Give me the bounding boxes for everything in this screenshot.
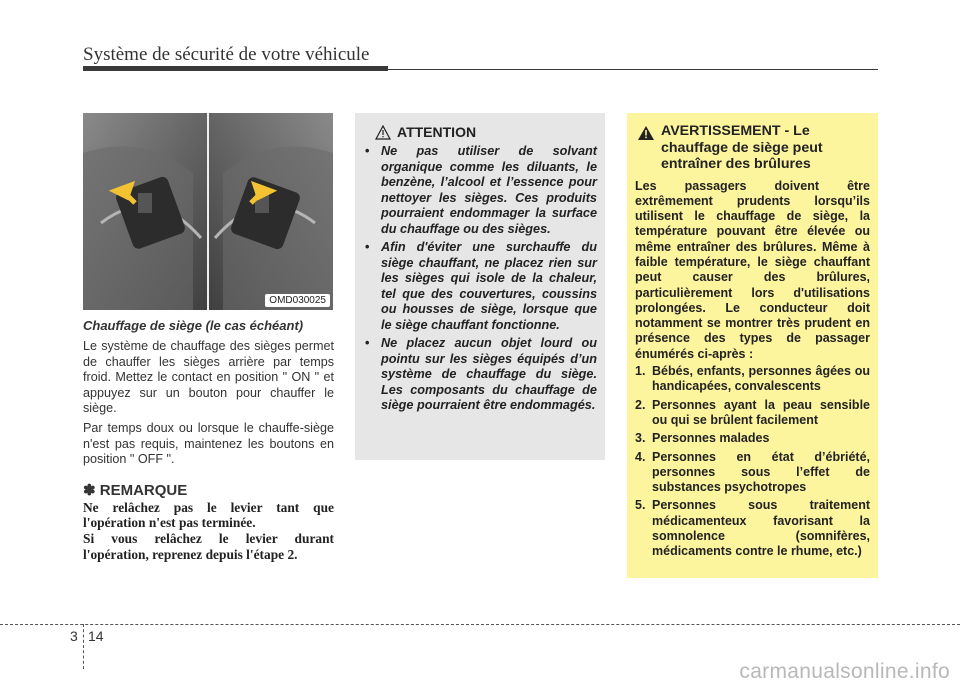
warning-item: 3. Personnes malades <box>635 431 770 446</box>
remark-title: ✽ REMARQUE <box>83 481 188 499</box>
attention-item: • Ne placez aucun objet lourd ou pointu sur les sièges équipés d’un système de chauffage du siège. Les composants du chauffage de siège pourraient être endommagés. <box>365 336 597 412</box>
footer-rule <box>0 624 960 625</box>
attention-item: • Afin d'éviter une surchauffe du siège chauffant, ne placez rien sur les sièges qui isole de la chaleur, tel que des couvertures, coussins ou housses de siège, lorsque que le siège chauffant fonctionne. <box>365 240 597 332</box>
warning-box <box>627 113 878 578</box>
header-rule <box>83 66 388 71</box>
warning-title: AVERTISSEMENT - Le chauffage de siège peut entraîner des brûlures <box>661 123 823 172</box>
warning-item: 5. Personnes sous traitement médicamenteux favorisant la somnolence (somnifères, médicaments contre le rhume, etc.) <box>635 498 870 559</box>
photo-code: OMD030025 <box>265 294 330 307</box>
body-paragraph: Par temps doux ou lorsque le chauffe-siège n'est pas requis, maintenez les boutons en position " OFF ". <box>83 420 334 467</box>
remark-line: Si vous relâchez le levier durant l'opération, reprenez depuis l'étape 2. <box>83 530 334 562</box>
warning-item: 1. Bébés, enfants, personnes âgées ou handicapées, convalescents <box>635 364 870 394</box>
page-title: Système de sécurité de votre véhicule <box>83 44 370 65</box>
remark-line: Ne relâchez pas le levier tant que l'opération n'est pas terminée. <box>83 499 334 531</box>
footer-divider <box>83 624 84 669</box>
warning-item: 2. Personnes ayant la peau sensible ou qui se brûlent facilement <box>635 397 870 427</box>
watermark: carmanualsonline.info <box>739 660 950 683</box>
header-rule-thin <box>388 69 878 70</box>
warning-triangle-icon <box>637 125 655 141</box>
attention-item: • Ne pas utiliser de solvant organique comme les diluants, le benzène, l’alcool et l’essence pour nettoyer les sièges. Ces produits pourraient endommager la surface du chauffage ou des sièges. <box>365 144 597 236</box>
warning-intro: Les passagers doivent être extrêmement prudents lorsqu’ils utilisent le chauffage de siège, la température pouvant être élevée ou même entraîner des brûlures. Même à faible température, le siège chauffant peut causer des brûlures, particulièrement lors d'utilisations prolongées. Le conducteur doit notamment se montrer très prudent en présence des types de passager énumérés ci-après : <box>635 178 870 361</box>
section-subhead: Chauffage de siège (le cas échéant) <box>83 318 304 333</box>
warning-item: 4. Personnes en état d’ébriété, personnes sous l’effet de substances psychotropes <box>635 449 870 495</box>
page-number: 14 <box>88 628 104 644</box>
caution-triangle-icon <box>375 125 391 140</box>
attention-title: ATTENTION <box>397 124 477 140</box>
attention-box <box>355 113 605 460</box>
seat-heating-section <box>83 317 334 562</box>
body-paragraph: Le système de chauffage des sièges permet de chauffer les sièges arrière par temps froid. Mettez le contact en position " ON " et appuyez sur un bouton pour chauffer le siège. <box>83 339 334 416</box>
chapter-number: 3 <box>70 628 78 644</box>
seat-heater-photo <box>83 113 333 310</box>
